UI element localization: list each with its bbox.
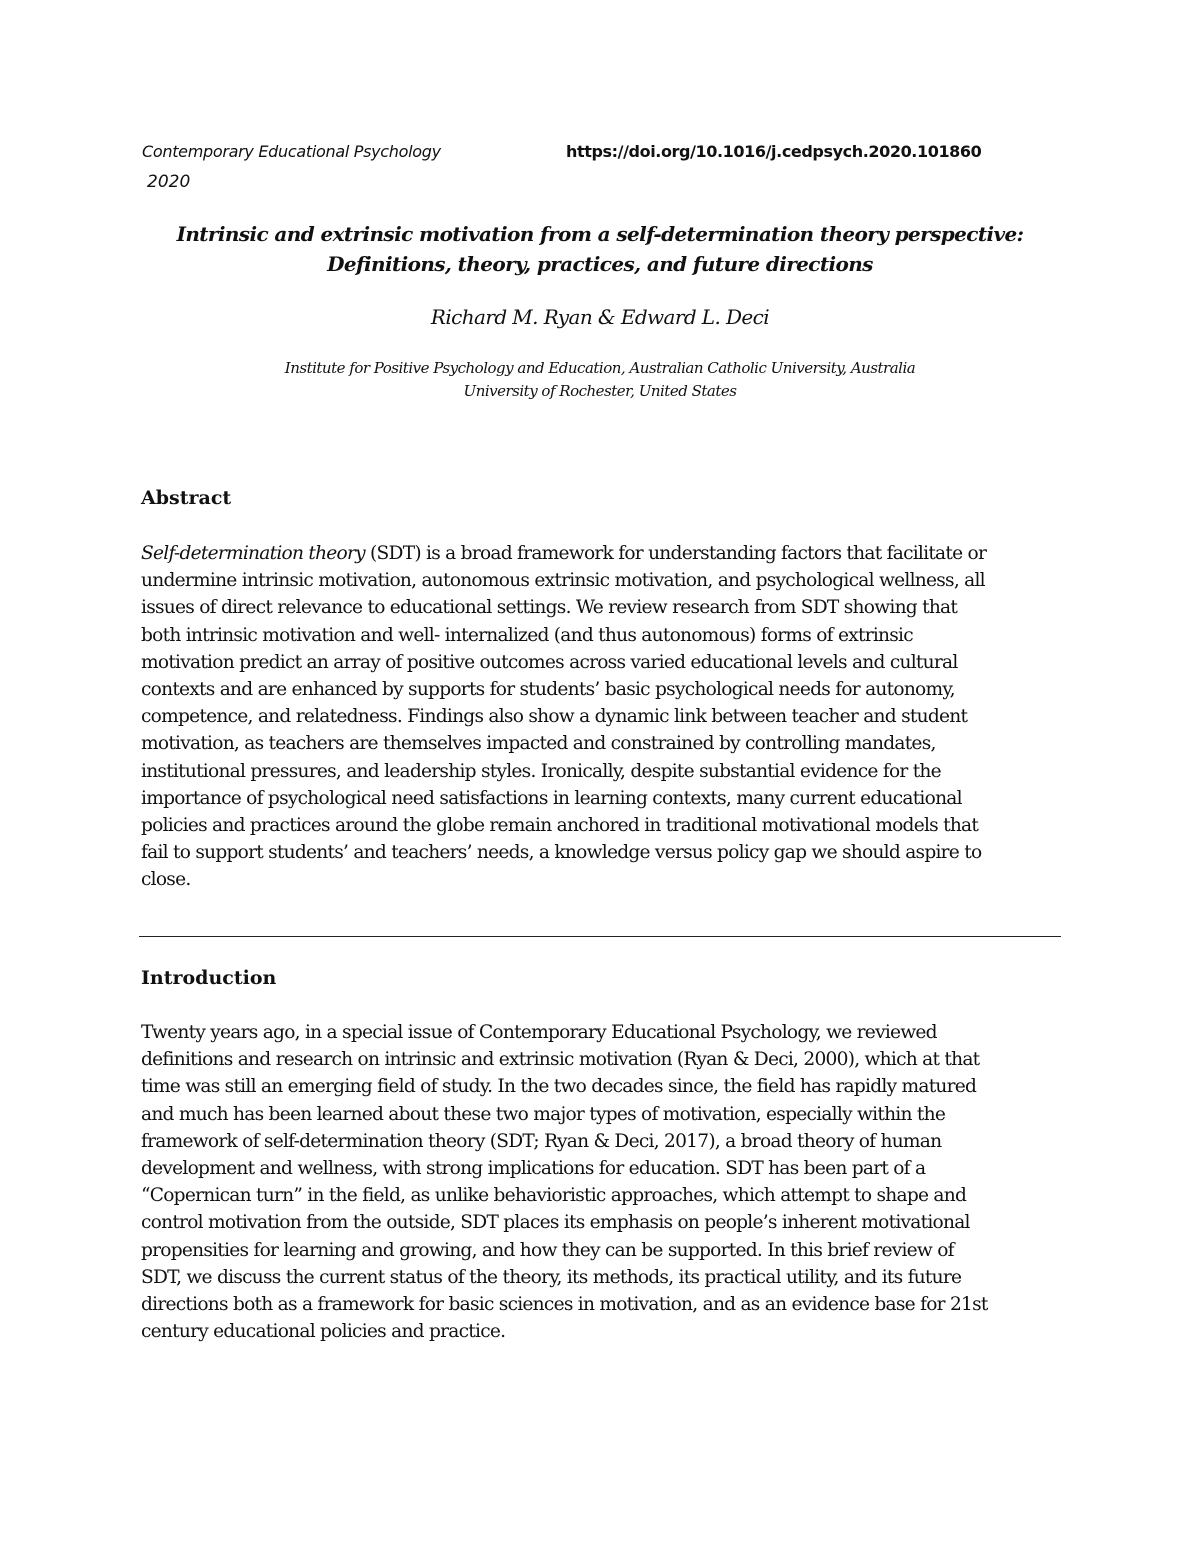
introduction-heading: Introduction <box>141 967 277 989</box>
publication-year: 2020 <box>147 172 191 192</box>
abstract-line: contexts and are enhanced by supports for students’ basic psychological needs for autonomy, <box>141 679 955 701</box>
abstract-line <box>141 540 1066 567</box>
introduction-body <box>141 1019 1066 1345</box>
abstract-line: both intrinsic motivation and well- internalized (and thus autonomous) forms of extrinsic <box>141 624 913 646</box>
abstract-line-text: (SDT) is a broad framework for understanding factors that facilitate or <box>364 543 987 564</box>
introduction-line: development and wellness, with strong implications for education. SDT has been part of a <box>141 1158 926 1180</box>
abstract-line: close. <box>141 869 191 891</box>
section-divider <box>139 936 1061 937</box>
abstract-line: issues of direct relevance to educational settings. We review research from SDT showing that <box>141 597 958 619</box>
abstract-heading: Abstract <box>141 487 232 509</box>
introduction-line: framework of self-determination theory (SDT; Ryan & Deci, 2017), a broad theory of human <box>141 1130 942 1152</box>
abstract-line: undermine intrinsic motivation, autonomous extrinsic motivation, and psychological wellness, all <box>141 570 985 592</box>
introduction-line: Twenty years ago, in a special issue of Contemporary Educational Psychology, we reviewed <box>141 1022 937 1043</box>
abstract-lead-term: Self-determination theory <box>141 543 365 564</box>
title-line-2: Definitions, theory, practices, and future directions <box>327 252 873 276</box>
title-line-1: Intrinsic and extrinsic motivation from a self-determination theory perspective: <box>176 222 1024 246</box>
introduction-line: control motivation from the outside, SDT places its emphasis on people’s inherent motivational <box>141 1212 970 1234</box>
affiliation-2: University of Rochester, United States <box>463 382 737 400</box>
abstract-line: fail to support students’ and teachers’ needs, a knowledge versus policy gap we should aspire to <box>141 842 982 864</box>
paper-title <box>140 219 1060 279</box>
abstract-line: motivation predict an array of positive outcomes across varied educational levels and cultural <box>141 651 958 673</box>
introduction-line: SDT, we discuss the current status of the theory, its methods, its practical utility, and its future <box>141 1266 962 1288</box>
abstract-line: importance of psychological need satisfactions in learning contexts, many current educational <box>141 787 962 809</box>
introduction-line: “Copernican turn” in the field, as unlike behavioristic approaches, which attempt to shape and <box>141 1185 967 1207</box>
abstract-line: motivation, as teachers are themselves impacted and constrained by controlling mandates, <box>141 733 936 755</box>
introduction-line: century educational policies and practice. <box>141 1321 506 1343</box>
journal-name: Contemporary Educational Psychology <box>142 142 441 161</box>
introduction-line: time was still an emerging field of study. In the two decades since, the field has rapidly matured <box>141 1076 977 1098</box>
introduction-line: propensities for learning and growing, and how they can be supported. In this brief review of <box>141 1239 954 1261</box>
doi-link[interactable]: https://doi.org/10.1016/j.cedpsych.2020.101860 <box>566 142 982 161</box>
author-list: Richard M. Ryan & Edward L. Deci <box>430 305 770 329</box>
abstract-line: policies and practices around the globe remain anchored in traditional motivational models that <box>141 815 979 837</box>
introduction-line: definitions and research on intrinsic and extrinsic motivation (Ryan & Deci, 2000), which at that <box>141 1049 980 1071</box>
affiliation-1: Institute for Positive Psychology and Education, Australian Catholic University, Australia <box>284 359 916 377</box>
introduction-line: and much has been learned about these two major types of motivation, especially within the <box>141 1103 946 1125</box>
affiliations <box>140 357 1060 403</box>
abstract-body <box>141 540 1066 894</box>
abstract-line: competence, and relatedness. Findings also show a dynamic link between teacher and student <box>141 706 968 728</box>
abstract-line: institutional pressures, and leadership styles. Ironically, despite substantial evidence for the <box>141 760 941 782</box>
introduction-line: directions both as a framework for basic sciences in motivation, and as an evidence base for 21st <box>141 1294 988 1316</box>
